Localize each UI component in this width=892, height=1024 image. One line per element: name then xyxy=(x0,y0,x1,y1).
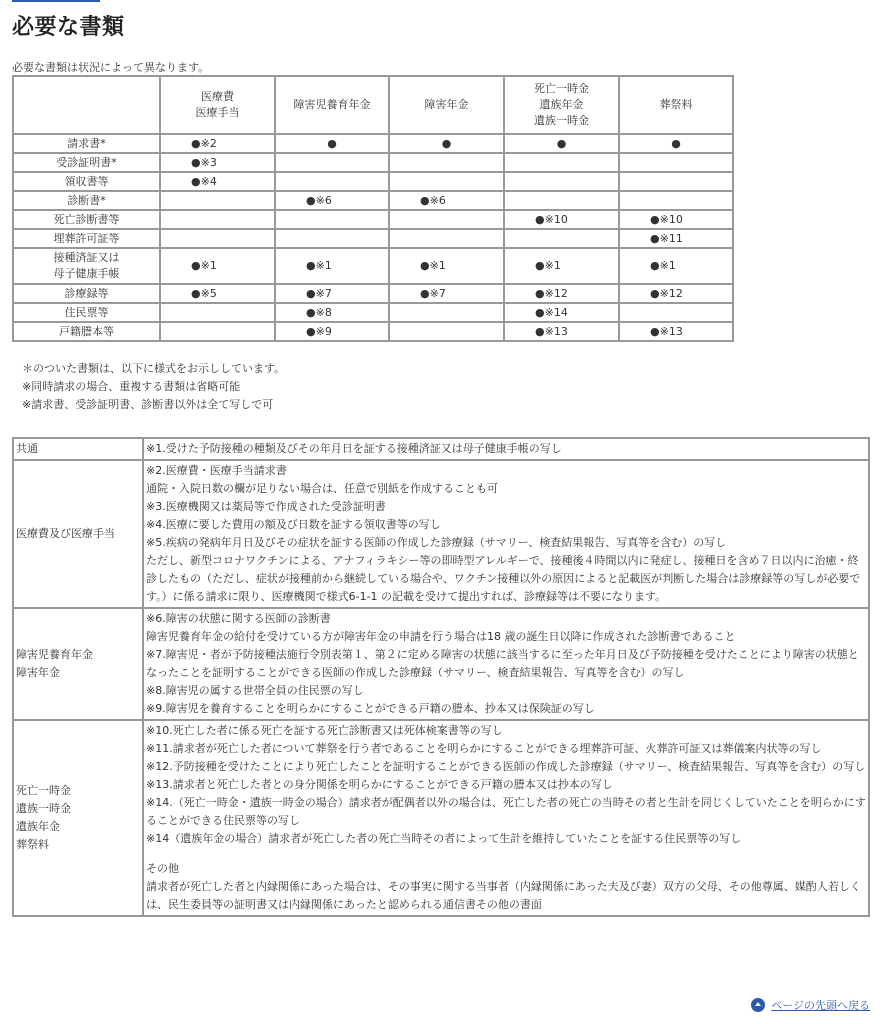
table-cell xyxy=(504,172,619,191)
details-line: その他 xyxy=(146,862,179,875)
table-cell: ●※1 xyxy=(504,248,619,284)
details-row xyxy=(13,438,869,460)
note-item: ＊のついた書類は、以下に様式をお示ししています。 xyxy=(22,362,286,375)
table-cell: ●※6 xyxy=(389,191,504,210)
details-line: ※8.障害児の属する世帯全員の住民票の写し xyxy=(146,684,364,697)
table-cell xyxy=(160,210,275,229)
document-details-table xyxy=(12,437,870,917)
table-row xyxy=(13,248,733,284)
row-label: 住民票等 xyxy=(13,303,160,322)
table-row xyxy=(13,153,733,172)
table-cell: ● xyxy=(275,134,389,153)
table-cell xyxy=(275,229,389,248)
table-cell: ● xyxy=(619,134,733,153)
table-cell: ●※2 xyxy=(160,134,275,153)
table-cell: ●※10 xyxy=(619,210,733,229)
table-cell: ●※14 xyxy=(504,303,619,322)
table-cell: ●※1 xyxy=(389,248,504,284)
table-cell xyxy=(619,191,733,210)
table-row xyxy=(13,172,733,191)
table-cell: ●※1 xyxy=(160,248,275,284)
back-to-top-link[interactable] xyxy=(751,997,870,1013)
table-cell xyxy=(389,210,504,229)
row-label: 診断書* xyxy=(13,191,160,210)
note-item: ※同時請求の場合、重複する書類は省略可能 xyxy=(22,380,241,393)
table-cell: ●※13 xyxy=(504,322,619,341)
details-line: ただし、新型コロナワクチンによる、アナフィラキシー等の即時型アレルギーで、接種後４時間以内に発症し、接種日を含め７日以内に治癒・終診したもの（ただし、症状が接種前から継続している場合や、ワクチン接種以外の原因によると記載医が判断した場合は診療録等の写しが必要です。）に係る請求に限り、医療機関で様式6-1-1 の記載を受けて提出すれば、診療録等は不要になります。 xyxy=(146,554,861,603)
table-cell: ●※5 xyxy=(160,284,275,303)
column-header: 医療費 医療手当 xyxy=(160,76,275,134)
row-label: 死亡診断書等 xyxy=(13,210,160,229)
details-text xyxy=(143,438,869,460)
table-cell xyxy=(275,153,389,172)
table-cell: ●※4 xyxy=(160,172,275,191)
row-label: 埋葬許可証等 xyxy=(13,229,160,248)
details-text xyxy=(143,720,869,916)
table-cell: ●※8 xyxy=(275,303,389,322)
details-row xyxy=(13,608,869,720)
details-line: ※13.請求者と死亡した者との身分関係を明らかにすることができる戸籍の謄本又は抄本の写し xyxy=(146,778,613,791)
details-line: 請求者が死亡した者と内縁関係にあった場合は、その事実に関する当事者（内縁関係にあった夫及び妻）双方の父母、その他尊属、媒酌人若しくは、民生委員等の証明書又は内縁関係にあったと認められる通信書その他の書面 xyxy=(146,880,861,911)
header-accent-bar xyxy=(12,0,100,2)
column-header: 葬祭料 xyxy=(619,76,733,134)
notes-list xyxy=(22,360,285,414)
details-line: ※1.受けた予防接種の種類及びその年月日を証する接種済証又は母子健康手帳の写し xyxy=(146,442,562,455)
table-cell: ●※12 xyxy=(504,284,619,303)
details-line: ※10.死亡した者に係る死亡を証する死亡診断書又は死体検案書等の写し xyxy=(146,724,503,737)
note-item: ※請求書、受診証明書、診断書以外は全て写しで可 xyxy=(22,398,274,411)
table-cell: ●※11 xyxy=(619,229,733,248)
row-label: 戸籍謄本等 xyxy=(13,322,160,341)
details-line: ※11.請求者が死亡した者について葬祭を行う者であることを明らかにすることができる埋葬許可証、火葬許可証又は葬儀案内状等の写し xyxy=(146,742,822,755)
details-line: 障害児養育年金の給付を受けている方が障害年金の申請を行う場合は18 歳の誕生日以降に作成された診断書であること xyxy=(146,630,736,643)
required-documents-table xyxy=(12,75,734,342)
table-cell: ●※10 xyxy=(504,210,619,229)
page-title: 必要な書類 xyxy=(12,15,125,40)
table-cell: ●※7 xyxy=(275,284,389,303)
details-category-label: 死亡一時金 遺族一時金 遺族年金 葬祭料 xyxy=(13,720,143,916)
table-cell xyxy=(389,229,504,248)
row-label: 接種済証又は 母子健康手帳 xyxy=(13,248,160,284)
table-cell xyxy=(619,172,733,191)
details-line: ※6.障害の状態に関する医師の診断書 xyxy=(146,612,331,625)
details-text xyxy=(143,460,869,608)
table-row xyxy=(13,134,733,153)
table-cell xyxy=(160,229,275,248)
table-cell: ●※1 xyxy=(275,248,389,284)
details-line: ※14.（死亡一時金・遺族一時金の場合）請求者が配偶者以外の場合は、死亡した者の死亡の当時その者と生計を同じくしていたことを明らかにすることができる住民票等の写し xyxy=(146,796,866,827)
column-header: 障害児養育年金 xyxy=(275,76,389,134)
details-line: ※9.障害児を養育することを明らかにすることができる戸籍の謄本、抄本又は保険証の写し xyxy=(146,702,595,715)
row-label: 領収書等 xyxy=(13,172,160,191)
details-row xyxy=(13,720,869,916)
table-cell xyxy=(389,303,504,322)
row-label: 診療録等 xyxy=(13,284,160,303)
table-cell xyxy=(389,153,504,172)
column-header: 死亡一時金 遺族年金 遺族一時金 xyxy=(504,76,619,134)
table-cell: ●※13 xyxy=(619,322,733,341)
row-label: 請求書* xyxy=(13,134,160,153)
details-line: ※14（遺族年金の場合）請求者が死亡した者の死亡当時その者によって生計を維持していたことを証する住民票等の写し xyxy=(146,832,742,845)
table-cell xyxy=(504,191,619,210)
table-cell xyxy=(275,210,389,229)
column-header: 障害年金 xyxy=(389,76,504,134)
details-line: ※12.予防接種を受けたことにより死亡したことを証明することができる医師の作成した診療録（サマリー、検査結果報告、写真等を含む）の写し xyxy=(146,760,866,773)
table-cell: ●※7 xyxy=(389,284,504,303)
table-cell xyxy=(389,172,504,191)
table-cell xyxy=(504,153,619,172)
table-cell: ●※6 xyxy=(275,191,389,210)
details-line: 通院・入院日数の欄が足りない場合は、任意で別紙を作成することも可 xyxy=(146,482,498,495)
table-cell: ●※1 xyxy=(619,248,733,284)
table-row xyxy=(13,191,733,210)
details-line: ※3.医療機関又は薬局等で作成された受診証明書 xyxy=(146,500,386,513)
table-row xyxy=(13,303,733,322)
details-category-label: 共通 xyxy=(13,438,143,460)
table-cell: ●※3 xyxy=(160,153,275,172)
table-cell: ● xyxy=(389,134,504,153)
table-cell: ●※9 xyxy=(275,322,389,341)
details-category-label: 障害児養育年金 障害年金 xyxy=(13,608,143,720)
table-cell xyxy=(160,303,275,322)
table-cell xyxy=(504,229,619,248)
table-cell xyxy=(619,153,733,172)
details-line: ※2.医療費・医療手当請求書 xyxy=(146,464,287,477)
table-cell: ●※12 xyxy=(619,284,733,303)
table-cell xyxy=(275,172,389,191)
table-corner-cell xyxy=(13,76,160,134)
arrow-up-circle-icon xyxy=(751,998,765,1012)
table-row xyxy=(13,322,733,341)
table-row xyxy=(13,284,733,303)
back-to-top-label: ページの先頭へ戻る xyxy=(771,999,870,1012)
details-line: ※5.疾病の発病年月日及びその症状を証する医師の作成した診療録（サマリー、検査結果報告、写真等を含む）の写し xyxy=(146,536,727,549)
table-cell xyxy=(619,303,733,322)
details-line: ※7.障害児・者が予防接種法施行令別表第１、第２に定める障害の状態に該当するに至った年月日及び予防接種を受けたことにより障害の状態となったことを証明することができる医師の作成した診療録（サマリー、検査結果報告、写真等を含む）の写し xyxy=(146,648,859,679)
row-label: 受診証明書* xyxy=(13,153,160,172)
details-text xyxy=(143,608,869,720)
table-cell xyxy=(389,322,504,341)
table-row xyxy=(13,210,733,229)
details-line: ※4.医療に要した費用の額及び日数を証する領収書等の写し xyxy=(146,518,441,531)
table-row xyxy=(13,229,733,248)
details-line xyxy=(146,848,866,860)
table-cell: ● xyxy=(504,134,619,153)
details-category-label: 医療費及び医療手当 xyxy=(13,460,143,608)
table-cell xyxy=(160,191,275,210)
intro-text: 必要な書類は状況によって異なります。 xyxy=(12,61,210,74)
details-row xyxy=(13,460,869,608)
table-cell xyxy=(160,322,275,341)
